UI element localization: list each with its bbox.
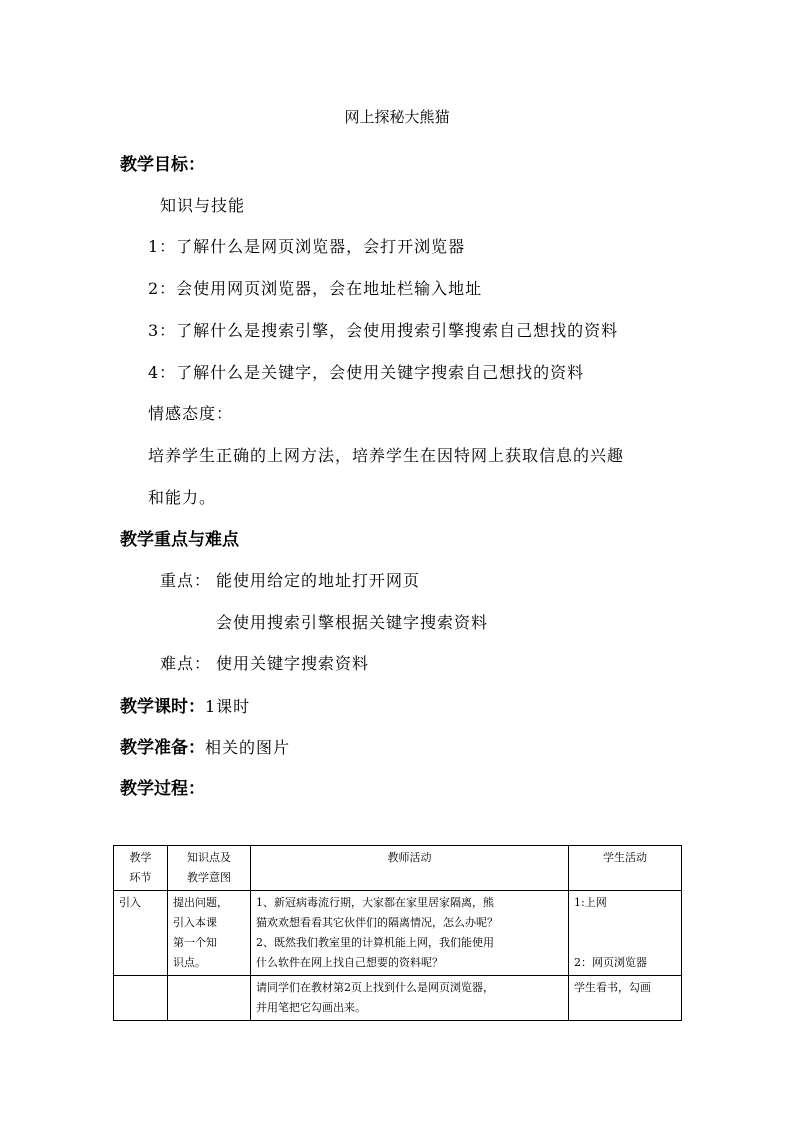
objective-item-2: 2：会使用网页浏览器，会在地址栏输入地址 [148,279,483,298]
row1-teacher-line-1: 1、新冠病毒流行期，大家都在家里居家隔离，熊 [256,896,494,909]
table-row [114,976,682,1021]
emotion-text-line-2: 和能力。 [148,488,217,507]
row1-student [569,891,682,976]
focus-label: 重点： [160,571,212,590]
row1-student-line-1: 1:上网 [574,896,607,909]
objective-item-1: 1：了解什么是网页浏览器，会打开浏览器 [148,237,466,256]
header-stage-line-1: 教学 [129,851,152,864]
teaching-prep-value: 相关的图片 [205,738,291,757]
teaching-hours-value: 1课时 [205,697,251,716]
teaching-prep-label: 教学准备： [120,738,205,758]
row2-intent [168,976,251,1021]
difficulty-label: 难点： [160,654,212,673]
teaching-hours [120,692,250,717]
row1-intent-line-2: 引入本课 [173,916,217,929]
focus-item-1: 能使用给定的地址打开网页 [216,571,421,590]
row2-teacher [251,976,569,1021]
table-row [114,891,682,976]
row2-stage [114,976,168,1021]
emotion-heading: 情感态度： [148,404,234,423]
emotion-text-line-1: 培养学生正确的上网方法，培养学生在因特网上获取信息的兴趣 [148,446,625,465]
row2-teacher-line-1: 请同学们在教材第2页上找到什么是网页浏览器， [256,981,494,994]
document-title: 网上探秘大熊猫 [344,108,450,126]
row1-teacher-line-3: 2、既然我们教室里的计算机能上网，我们能使用 [256,936,494,949]
knowledge-skills-heading: 知识与技能 [160,196,246,215]
row1-teacher-line-2: 猫欢欢想看看其它伙伴们的隔离情况，怎么办呢？ [256,916,498,929]
row1-teacher [251,891,569,976]
header-intent [168,846,251,891]
focus-item-2: 会使用搜索引擎根据关键字搜索资料 [216,613,489,632]
row1-intent-line-3: 第一个知 [173,936,217,949]
header-teacher: 教师活动 [251,846,569,891]
objective-item-4: 4：了解什么是关键字，会使用关键字搜索自己想找的资料 [148,363,585,382]
objective-item-3: 3：了解什么是搜索引擎，会使用搜索引擎搜索自己想找的资料 [148,321,619,340]
row1-intent-line-4: 识点。 [173,956,206,969]
header-intent-line-1: 知识点及 [187,851,231,864]
process-heading: 教学过程： [120,779,205,799]
row2-teacher-line-2: 并用笔把它勾画出来。 [256,1001,366,1014]
header-student: 学生活动 [569,846,682,891]
row2-student: 学生看书，勾画 [569,976,682,1021]
row1-intent-line-1: 提出问题， [173,896,228,909]
objectives-heading: 教学目标： [120,155,205,175]
key-points-heading: 教学重点与难点 [120,530,239,550]
table-header-row [114,846,682,891]
header-intent-line-2: 教学意图 [187,871,231,884]
row1-stage: 引入 [114,891,168,976]
row1-teacher-line-4: 什么软件在网上找自己想要的资料呢？ [256,956,443,969]
difficulty-item-1: 使用关键字搜索资料 [216,654,370,673]
teaching-prep [120,733,290,758]
lesson-table [113,845,682,1021]
teaching-hours-label: 教学课时： [120,697,205,717]
header-stage-line-2: 环节 [129,871,152,884]
header-stage [114,846,168,891]
row1-intent [168,891,251,976]
row1-student-line-2: 2：网页浏览器 [574,956,647,969]
